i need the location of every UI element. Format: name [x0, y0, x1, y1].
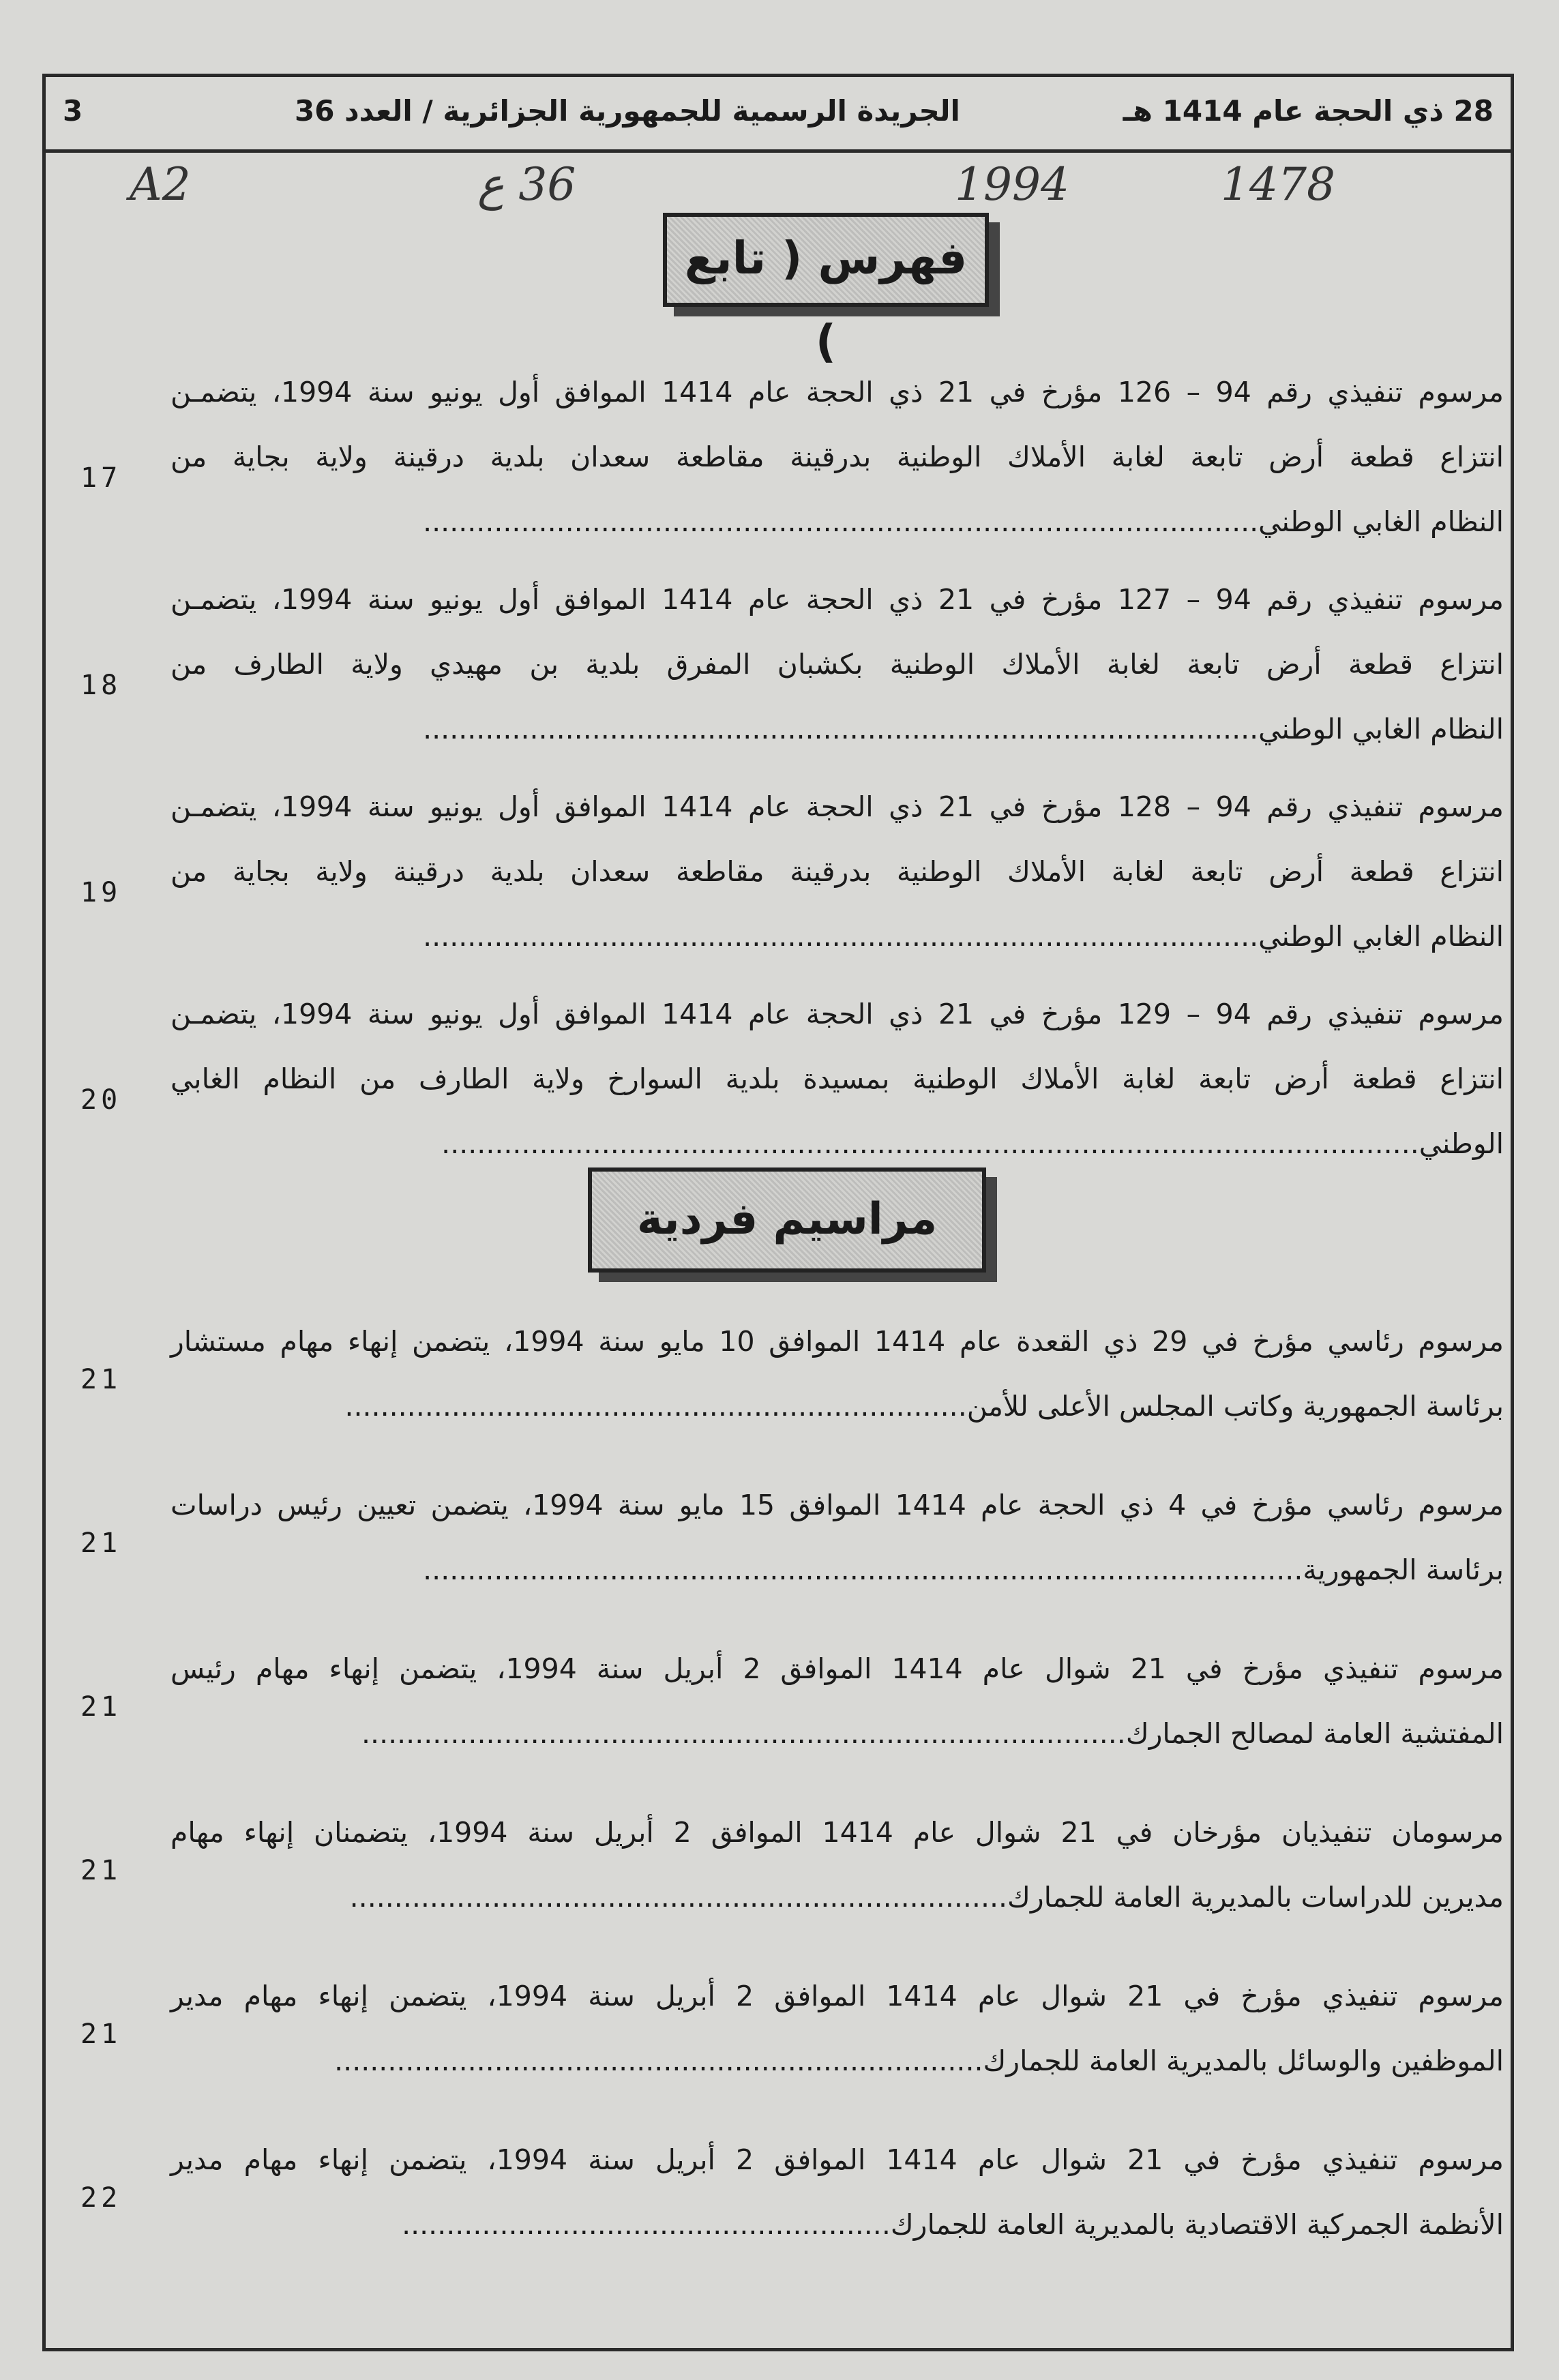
issue-date: 28 ذي الحجة عام 1414 هـ: [1123, 94, 1494, 128]
entry-line: الوطني..............................................................................................................: [441, 1127, 1504, 1160]
index-entry: [170, 775, 1504, 969]
index-entry: [170, 982, 1504, 1176]
entry-line: انتزاع قطعة أرض تابعة لغابة الأملاك الوطنية بدرقينة مقاطعة سعدان بلدية درقينة ولاية بجاية من: [170, 855, 1504, 888]
entry-line: المفتشية العامة لمصالح الجمارك......................................................................................: [361, 1717, 1504, 1750]
entry-line: انتزاع قطعة أرض تابعة لغابة الأملاك الوطنية بمسيدة بلدية السوارخ ولاية الطارف من النظام الغابي: [170, 1062, 1504, 1095]
entry-line: مرسوم تنفيذي مؤرخ في 21 شوال عام 1414 الموافق 2 أبريل سنة 1994، يتضمن إنهاء مهام مدير: [170, 1980, 1504, 2012]
entry-line: انتزاع قطعة أرض تابعة لغابة الأملاك الوطنية بكشبان المفرق بلدية بن مهيدي ولاية الطارف من: [170, 648, 1504, 681]
index-entry: [170, 1473, 1504, 1603]
entry-line: الموظفين والوسائل بالمديرية العامة للجمارك.........................................................................: [334, 2044, 1504, 2077]
entry-line: مرسوم تنفيذي رقم 94 – 126 مؤرخ في 21 ذي الحجة عام 1414 الموافق أول يونيو سنة 1994، يتضمـن: [170, 376, 1504, 408]
entry-page-number: 20: [80, 1084, 122, 1116]
page-number: 3: [63, 94, 83, 128]
entry-page-number: 17: [80, 462, 122, 494]
entry-line: برئاسة الجمهورية...................................................................................................: [423, 1553, 1504, 1586]
index-entry: [170, 567, 1504, 762]
individual-decrees-section-title: مراسيم فردية: [588, 1167, 986, 1273]
entry-page-number: 21: [80, 1364, 122, 1395]
entry-line: مرسوم تنفيذي مؤرخ في 21 شوال عام 1414 الموافق 2 أبريل سنة 1994، يتضمن إنهاء مهام رئيس: [170, 1652, 1504, 1685]
entry-line: مرسوم تنفيذي مؤرخ في 21 شوال عام 1414 الموافق 2 أبريل سنة 1994، يتضمن إنهاء مهام مدير: [170, 2143, 1504, 2176]
index-entry: [170, 2128, 1504, 2257]
entry-line: مرسوم رئاسي مؤرخ في 29 ذي القعدة عام 1414 الموافق 10 مايو سنة 1994، يتضمن إنهاء مهام مستشار: [170, 1325, 1504, 1358]
index-entry: [170, 1309, 1504, 1439]
index-entry: [170, 360, 1504, 554]
entry-line: النظام الغابي الوطني..............................................................................................: [423, 505, 1504, 538]
entry-line: مرسومان تنفيذيان مؤرخان في 21 شوال عام 1414 الموافق 2 أبريل سنة 1994، يتضمنان إنهاء مهام: [170, 1816, 1504, 1849]
gazette-title: الجريدة الرسمية للجمهورية الجزائرية / العدد 36: [295, 94, 960, 128]
entry-page-number: 22: [80, 2182, 122, 2214]
handwritten-note-c: 1994: [955, 158, 1069, 211]
index-continued-title: فهرس ( تابع ): [663, 213, 989, 307]
entry-line: مرسوم تنفيذي رقم 94 – 127 مؤرخ في 21 ذي الحجة عام 1414 الموافق أول يونيو سنة 1994، يتضمـن: [170, 583, 1504, 616]
index-entry: [170, 1637, 1504, 1766]
entry-line: النظام الغابي الوطني..............................................................................................: [423, 920, 1504, 953]
entry-page-number: 19: [80, 877, 122, 908]
entry-line: الأنظمة الجمركية الاقتصادية بالمديرية العامة للجمارك.......................................................: [402, 2208, 1504, 2241]
handwritten-note-a: A2: [130, 158, 191, 211]
entry-line: مرسوم تنفيذي رقم 94 – 128 مؤرخ في 21 ذي الحجة عام 1414 الموافق أول يونيو سنة 1994، يتضمـن: [170, 790, 1504, 823]
entry-page-number: 21: [80, 1855, 122, 1886]
entry-line: مرسوم رئاسي مؤرخ في 4 ذي الحجة عام 1414 الموافق 15 مايو سنة 1994، يتضمن تعيين رئيس دراسات: [170, 1489, 1504, 1521]
index-entry: [170, 1800, 1504, 1930]
index-entry: [170, 1964, 1504, 2094]
entry-page-number: 21: [80, 1691, 122, 1723]
entry-line: انتزاع قطعة أرض تابعة لغابة الأملاك الوطنية بدرقينة مقاطعة سعدان بلدية درقينة ولاية بجاية من: [170, 441, 1504, 473]
entry-line: النظام الغابي الوطني..............................................................................................: [423, 713, 1504, 745]
page-header: [42, 74, 1514, 153]
handwritten-note-b: 36 ع: [477, 158, 576, 211]
entry-page-number: 21: [80, 2019, 122, 2050]
entry-line: مرسوم تنفيذي رقم 94 – 129 مؤرخ في 21 ذي الحجة عام 1414 الموافق أول يونيو سنة 1994، يتضمـن: [170, 998, 1504, 1030]
entry-page-number: 21: [80, 1528, 122, 1559]
entry-page-number: 18: [80, 670, 122, 701]
entry-line: برئاسة الجمهورية وكاتب المجلس الأعلى للأمن......................................................................: [344, 1390, 1504, 1423]
handwritten-note-d: 1478: [1221, 158, 1335, 211]
entry-line: مديرين للدراسات بالمديرية العامة للجمارك..........................................................................: [349, 1881, 1504, 1914]
